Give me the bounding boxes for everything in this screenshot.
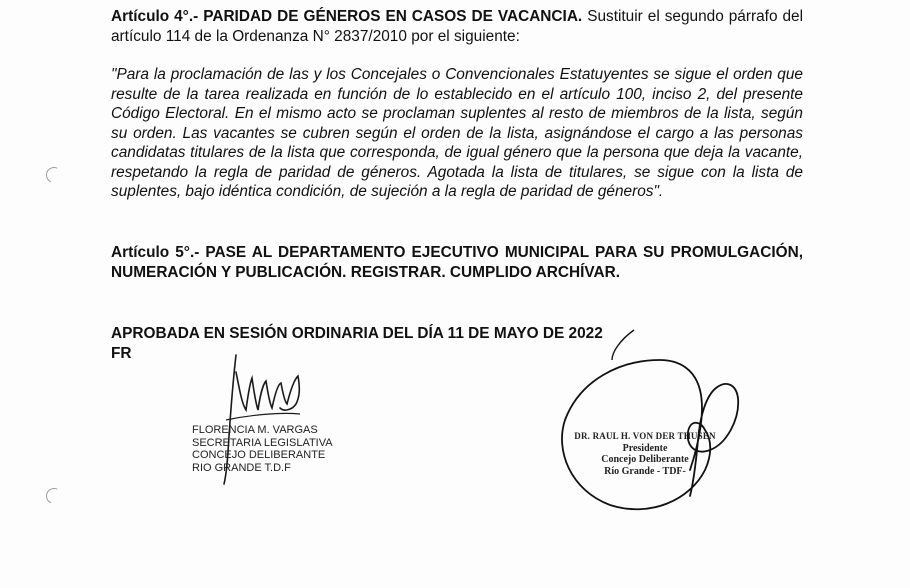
article-4-text: Sustituir el segundo párrafo del artículo 114 de la Ordenanza N° 2837/2010 por el siguiente:	[111, 8, 804, 45]
signature-left-scribble	[224, 355, 299, 484]
article-4-quoted-text: "Para la proclamación de las y los Concejales o Convencionales Estatuyentes se sigue el orden que resulte de la tarea realizada en función de lo establecido en el artículo 100, inciso 2, del presente Código Electoral. En el mismo acto se proclaman suplentes al resto de miembros de la lista, según su orden. Las vacantes se cubren según el orden de la lista, asignándose el cargo a las personas candidatas titulares de la lista que corresponda, de igual género que la persona que deja la vacante, respetando la regla de paridad de géneros. Agotada la lista de titulares, se sigue con la lista de suplentes, bajo idéntica condición, de sujeción a la regla de paridad de géneros".	[111, 66, 803, 200]
signature-left-title: SECRETARIA LEGISLATIVA	[192, 436, 333, 449]
signature-right-body: Concejo Deliberante	[601, 454, 689, 465]
approval-line: APROBADA EN SESIÓN ORDINARIA DEL DÍA 11 DE MAYO DE 2022	[111, 325, 603, 342]
signature-right-scribble	[562, 360, 738, 509]
signature-right-title: Presidente	[622, 442, 668, 454]
signature-left-underline	[226, 413, 300, 420]
signature-right-city: Río Grande - TDF-	[604, 465, 686, 477]
article-5-paragraph: Artículo 5°.- PASE AL DEPARTAMENTO EJECUTIVO MUNICIPAL PARA SU PROMULGACIÓN, NUMERACIÓN Y PUBLICACIÓN. REGISTRAR. CUMPLIDO ARCHÍVAR.	[111, 244, 803, 281]
signature-left-name: FLORENCIA M. VARGAS	[192, 424, 318, 436]
signature-right-flourish	[612, 330, 634, 360]
signature-left-city: RIO GRANDE T.D.F	[192, 461, 291, 474]
signature-right-name: DR. RAUL H. VON DER THUSEN	[574, 431, 716, 441]
approval-initials: FR	[111, 345, 132, 362]
article-4-heading: Artículo 4°.- PARIDAD DE GÉNEROS EN CASOS DE VACANCIA.	[111, 8, 583, 25]
signature-left-body: CONCEJO DELIBERANTE	[192, 449, 326, 461]
